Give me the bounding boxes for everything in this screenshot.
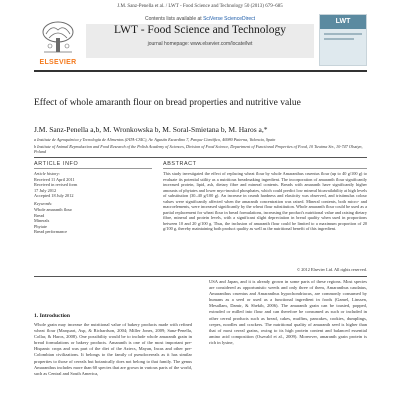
abstract-text: This study investigated the effect of replacing wheat flour by whole Amaranthus cruentus flour (up to 40 g/100 g) to evaluate its potential utility as a nutritious breadmaking ingredient. The incorporation of amaranth flour significantly increased protein, lipid, ash, dietary fibre and mineral contents. Breads with amaranth have significantly higher amounts of phytates and lower myo-inositol phosphates, which could predict low mineral bioavailability at high levels of substitution (30–40 g/100 g). An increase in crumb hardness and elasticity was observed, and tristimulus colour values were significantly affected when the amaranth concentration was raised. Mineral contents, both micro- and macroelements, were increased significantly by the wheat flour substitution. Whole amaranth flour could be used as a partial replacement for wheat flour in bread formulations, increasing the product's nutritional value and raising dietary fibre, mineral and protein levels, with a significant slight depreciation in bread quality when used in proportions between 10 and 20 g/100 g. Thus, the inclusion of amaranth flour could be limited to a maximum proportion of 20 g/100 g, thereby maintaining both product quality as well as the nutritional benefit of this ingredient. bbox=[163, 171, 367, 232]
header-divider bbox=[34, 70, 367, 72]
keywords-label: Keywords: bbox=[34, 201, 53, 206]
abstract-heading: ABSTRACT bbox=[163, 161, 197, 167]
journal-info bbox=[86, 14, 314, 66]
tree-icon bbox=[40, 20, 76, 54]
keyword-item: Bread bbox=[34, 212, 45, 218]
history-item: Accepted 18 July 2012 bbox=[34, 193, 74, 198]
cover-stripe bbox=[324, 33, 362, 35]
cover-stripe bbox=[324, 38, 354, 40]
affiliation-b: b Institute of Animal Reproduction and Food Research of the Polish Academy of Sciences, Division of Food Science, Department of Functional Properties of Food, 10 Tuwima Str., 10-747 Olsztyn, Poland bbox=[34, 144, 363, 154]
running-head: J.M. Sanz-Penella et al. / LWT - Food Science and Technology 50 (2013) 679–685 bbox=[117, 4, 283, 9]
history-item: Received 11 April 2011 bbox=[34, 176, 75, 182]
history-item: Received in revised form bbox=[34, 182, 78, 187]
section-heading: 1. Introduction bbox=[34, 313, 70, 319]
abstract-divider bbox=[163, 168, 367, 169]
sciencedirect-link[interactable]: SciVerse ScienceDirect bbox=[203, 16, 256, 22]
article-info-heading: ARTICLE INFO bbox=[34, 161, 79, 167]
homepage-prefix: journal homepage: bbox=[147, 41, 190, 47]
contents-prefix: Contents lists available at bbox=[144, 16, 202, 22]
body-text-left-column: Whole grain may increase the nutritional value of bakery products made with refined wheat flour (Marquart, Asp, & Richardson, 2004; Miller Jones, 2009; Sanz-Penella, Collar, & Haros, 2008). One possibility would be to include whole amaranth grain in bread formulations or bakery products. Amaranth is one of the most important pre-Hispanic crops and was part of the diet of the Aztecs, Mayan, Incas and other pre-Colombian civilizations. It belongs to the family of pseudocereals as it has similar properties to those of cereals but botanically does not belong to that family. The genus Amaranthus includes more than 60 species that are grown in various parts of the world, such as Central and South America, bbox=[34, 322, 192, 376]
homepage-link[interactable]: www.elsevier.com/locate/lwt bbox=[190, 41, 253, 47]
keyword-item: Minerals bbox=[34, 218, 50, 224]
body-text-right-column: USA and Japan, and it is already grown in some parts of these regions. Most species are considered as opportunistic weeds and only three of them, Amaranthus caudatus, Amaranthus cruentus and Amaranthus hypochondriacus, are commonly consumed by humans as a seed or used as a functional ingredient in foods (Gamel, Linssen, Mesallam, Damir, & Shekib, 2006). The amaranth grain can be toasted, popped, extruded or milled into flour and can therefore be consumed as such or included in other cereal products such as bread, cakes, muffins, pancakes, cookies, dumplings, crepes, noodles and crackers. The nutritional quality of amaranth seed is higher than that of most cereal grains, owing to its high protein content and balanced essential amino acid composition (Oszvald et al., 2009). Moreover, amaranth grain protein is rich in lysine, bbox=[209, 279, 367, 345]
homepage-line bbox=[86, 41, 314, 47]
affiliation-a: a Institute de Agroquímica y Tecnología de Alimentos (IATA-CSIC), Av. Agustín Escardino 7, Parque Científico, 46980 Paterna, Valencia, Spain bbox=[34, 137, 276, 142]
keyword-item: Whole amaranth flour bbox=[34, 207, 72, 212]
contents-line bbox=[86, 16, 314, 22]
cover-text: LWT bbox=[335, 18, 351, 25]
history-item: 17 July 2012 bbox=[34, 187, 57, 193]
keyword-item: Phytate bbox=[34, 223, 47, 229]
journal-cover-thumbnail bbox=[319, 14, 367, 66]
copyright-notice: © 2012 Elsevier Ltd. All rights reserved. bbox=[296, 267, 367, 272]
abstract-end-divider bbox=[34, 276, 367, 277]
article-title: Effect of whole amaranth flour on bread properties and nutritive value bbox=[34, 98, 301, 108]
article-info-divider bbox=[34, 168, 152, 169]
history-label: Article history: bbox=[34, 171, 61, 176]
journal-title: LWT - Food Science and Technology bbox=[114, 24, 286, 36]
elsevier-logo bbox=[34, 14, 82, 66]
keyword-item: Bread performance bbox=[34, 229, 68, 235]
article-history bbox=[34, 171, 152, 199]
publisher-name: ELSEVIER bbox=[39, 59, 77, 66]
journal-header bbox=[34, 14, 367, 66]
keywords-list bbox=[34, 207, 152, 235]
author-list: J.M. Sanz-Penella a,b, M. Wronkowska b, M. Soral-Smietana b, M. Haros a,* bbox=[34, 125, 268, 134]
section-divider bbox=[34, 157, 367, 158]
